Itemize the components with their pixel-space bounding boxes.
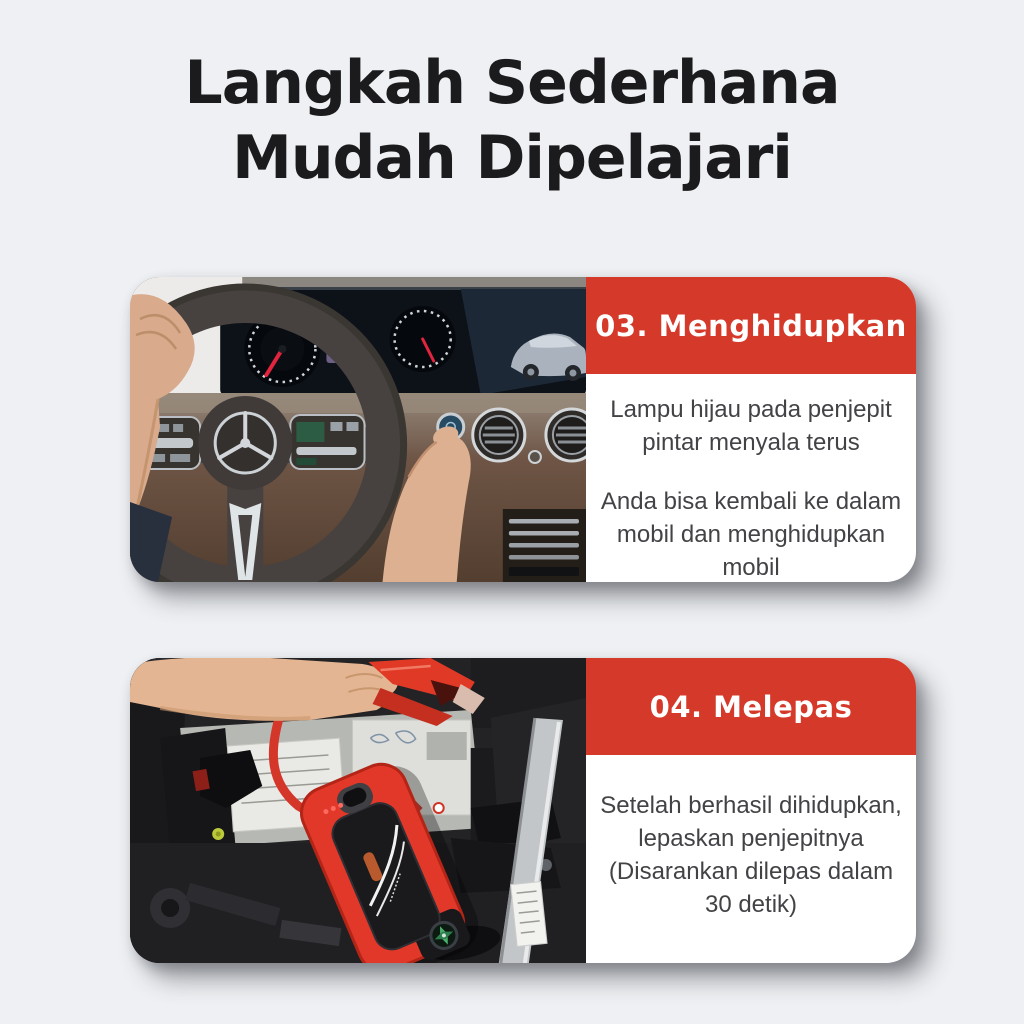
engine-bay-illustration bbox=[130, 658, 586, 963]
page-title-line2: Mudah Dipelajari bbox=[232, 123, 792, 193]
step-paragraph: Lampu hijau pada penjepit pintar menyala terus bbox=[610, 396, 892, 456]
step-header-badge bbox=[586, 277, 916, 374]
step-card-menghidupkan bbox=[130, 277, 916, 582]
step-panel bbox=[586, 658, 916, 963]
page-title bbox=[0, 46, 1024, 196]
step-header-badge bbox=[586, 658, 916, 755]
right-button-pod bbox=[290, 415, 364, 469]
engine-bay-photo bbox=[130, 658, 586, 963]
step-description bbox=[586, 374, 916, 582]
step-header-label: 04. Melepas bbox=[649, 689, 853, 724]
step-paragraph: Setelah berhasil dihidupkan, lepaskan penjepitnya (Disarankan dilepas dalam 30 detik) bbox=[600, 792, 902, 918]
page-title-line1: Langkah Sederhana bbox=[184, 48, 840, 118]
step-description bbox=[586, 755, 916, 963]
hand-holding-clamp bbox=[130, 658, 402, 721]
center-console-vent bbox=[503, 509, 586, 582]
car-interior-illustration bbox=[130, 277, 586, 582]
step-paragraph: Anda bisa kembali ke dalam mobil dan menghidupkan mobil bbox=[600, 488, 902, 581]
step-panel bbox=[586, 277, 916, 582]
mercedes-emblem bbox=[215, 413, 275, 473]
step-card-melepas bbox=[130, 658, 916, 963]
car-interior-photo bbox=[130, 277, 586, 582]
step-header-label: 03. Menghidupkan bbox=[595, 308, 907, 343]
